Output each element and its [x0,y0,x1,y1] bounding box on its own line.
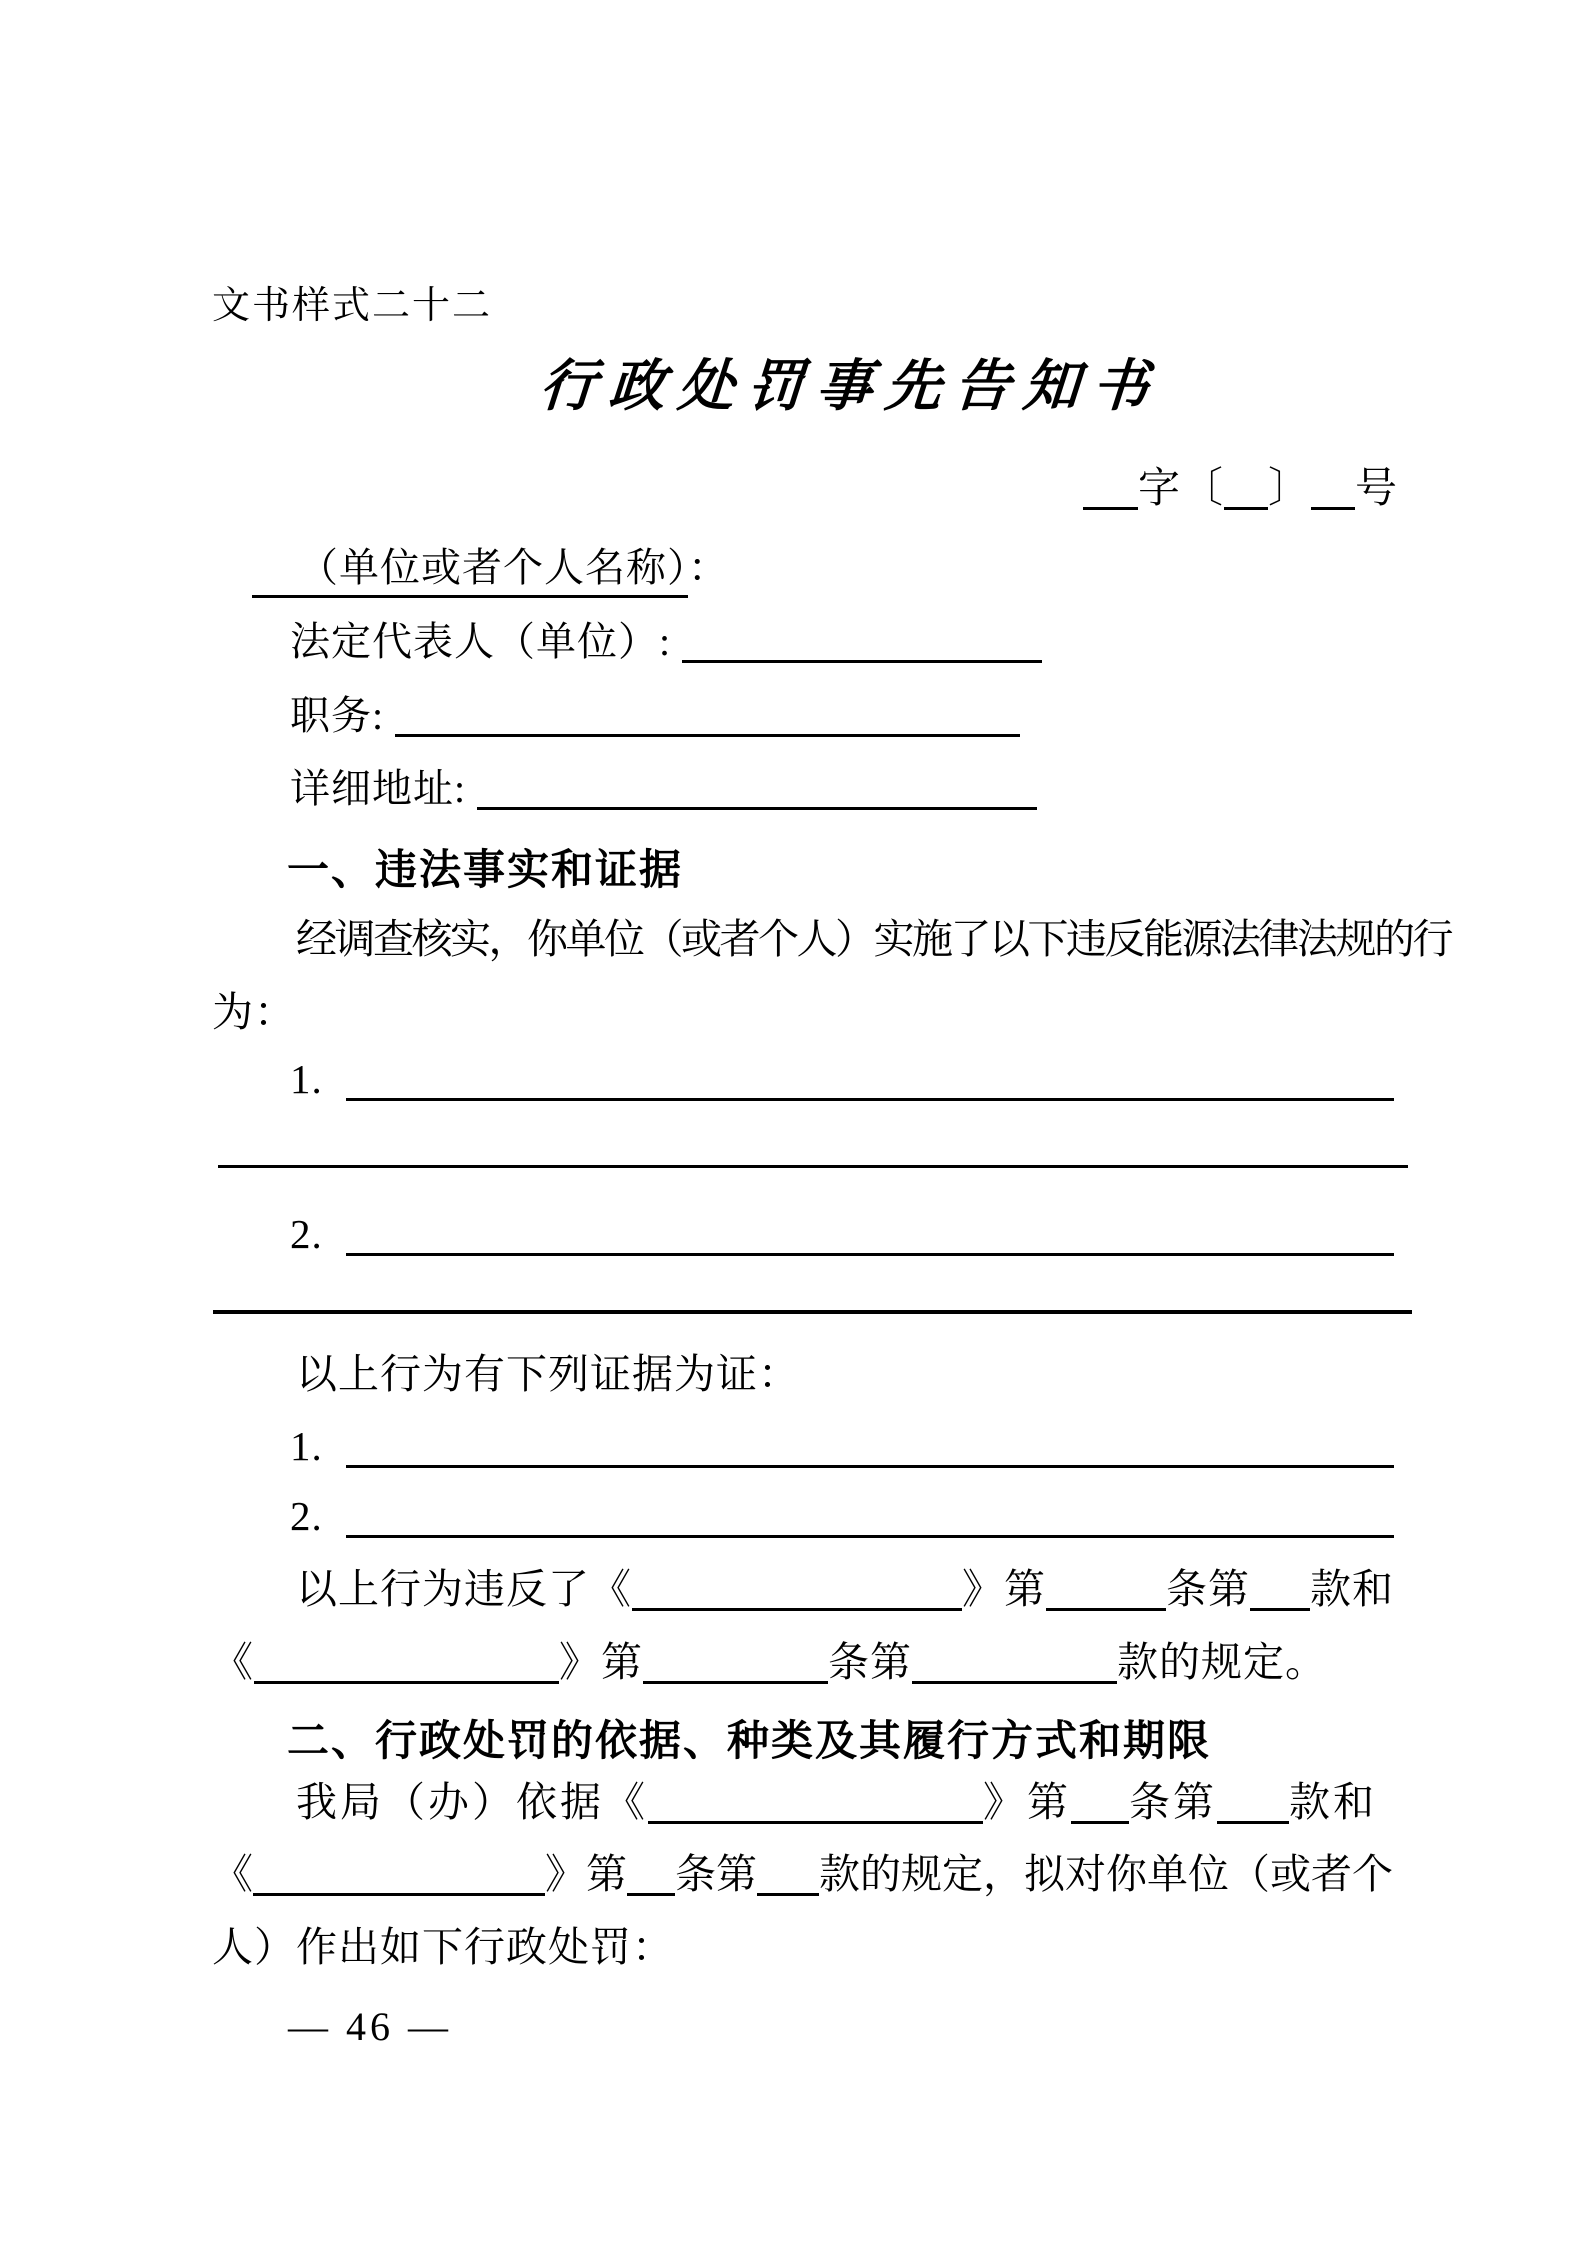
basis-line-1 [296,1778,1377,1827]
recipient-name-underline [252,545,688,598]
evidence-intro: 以上行为有下列证据为证： [296,1351,800,1397]
evidence-item-1 [290,1422,1394,1471]
basis2-open: 《 [212,1851,253,1897]
violation-item-1-no: 1. [290,1056,323,1102]
section1-heading: 一、违法事实和证据 [287,846,684,893]
doc-number-line [1083,464,1398,514]
evidence-item-2-no: 2. [290,1493,323,1539]
ref1-s1: 》第 [962,1566,1046,1612]
doc-style-label: 文书样式二十二 [212,285,493,327]
blank-doc-no-year [1224,507,1268,510]
ref2-s2: 条第 [828,1639,912,1685]
address-line [290,765,1037,813]
blank-evidence-1 [346,1465,1394,1468]
blank-violation-2 [346,1253,1394,1256]
ref2-open: 《 [212,1639,254,1685]
basis1-s3: 款和 [1289,1779,1377,1825]
blank-law-2 [254,1681,559,1684]
document-title: 行政处罚事先告知书 [537,356,1164,418]
page-number: — 46 — [288,2004,452,2049]
violation-item-1 [290,1055,1394,1104]
section2-heading: 二、行政处罚的依据、种类及其履行方式和期限 [287,1717,1212,1764]
violation-item-2 [290,1210,1394,1259]
basis2-s2: 条第 [675,1851,757,1897]
basis1-s2: 条第 [1129,1779,1217,1825]
evidence-item-1-no: 1. [290,1423,323,1469]
ref2-s3: 款的规定。 [1117,1639,1327,1685]
blank-article-1 [1046,1608,1166,1611]
doc-number-bracket-open: 〔 [1180,466,1224,512]
blank-address [477,807,1037,810]
doc-number-bracket-close: 〕 [1267,466,1311,512]
blank-violation-1-continuation [218,1165,1408,1168]
blank-evidence-2 [346,1535,1394,1538]
violation-item-2-no: 2. [290,1211,323,1257]
legal-rep-label: 法定代表人（单位）: [290,619,672,664]
position-label: 职务: [290,693,385,738]
basis2-s3: 款的规定，拟对你单位（或者个 [819,1851,1393,1897]
ref1-s2: 条第 [1166,1566,1250,1612]
legal-rep-line [290,618,1042,666]
section1-intro-line1: 经调查核实，你单位（或者个人）实施了以下违反能源法律法规的行 [296,916,1451,962]
basis2-s1: 》第 [545,1851,627,1897]
blank-legal-rep [682,660,1042,663]
recipient-name-label: （单位或者个人名称） [298,545,688,590]
blank-clause-4 [757,1893,819,1896]
blank-law-1 [632,1608,962,1611]
basis1-s1: 》第 [983,1779,1071,1825]
ref2-s1: 》第 [559,1639,643,1685]
blank-law-4 [253,1893,545,1896]
blank-position [395,734,1020,737]
ref1-s3: 款和 [1310,1566,1394,1612]
blank-law-3 [648,1821,983,1824]
blank-violation-1 [346,1098,1394,1101]
basis-line-2 [212,1850,1393,1899]
evidence-item-2 [290,1492,1394,1541]
doc-number-hao: 号 [1354,466,1398,512]
position-line [290,692,1020,740]
blank-article-3 [1071,1821,1129,1824]
recipient-name-colon: ： [688,545,729,590]
blank-clause-3 [1217,1821,1289,1824]
ref1-pre: 以上行为违反了《 [296,1566,632,1612]
basis-line-3: 人）作出如下行政处罚： [212,1924,674,1970]
blank-clause-2 [912,1681,1117,1684]
section1-intro-line2: 为： [212,989,296,1035]
blank-violation-2-continuation [213,1310,1412,1314]
blank-clause-1 [1250,1608,1310,1611]
blank-doc-no-prefix [1083,507,1138,510]
violation-ref-line-2 [212,1638,1327,1687]
address-label: 详细地址: [290,766,467,811]
blank-article-2 [643,1681,828,1684]
basis1-pre: 我局（办）依据《 [296,1779,648,1825]
blank-doc-no-serial [1311,507,1355,510]
blank-article-4 [627,1893,675,1896]
recipient-name-line [252,544,729,592]
doc-number-zi: 字 [1137,466,1181,512]
violation-ref-line-1 [296,1565,1394,1614]
